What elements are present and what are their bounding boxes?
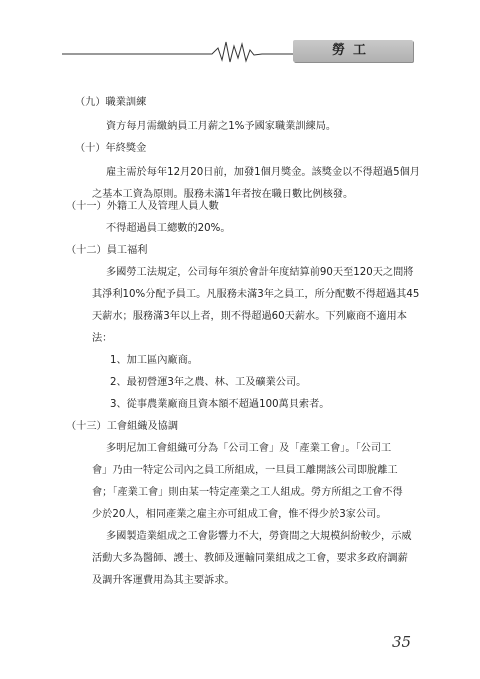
paragraph-line: 其淨利10%分配予員工。凡服務未滿3年之員工，所分配數不得超過其45 <box>92 289 420 300</box>
list-item: 2、最初營運3年之農、林、工及礦業公司。 <box>110 377 307 388</box>
section-heading: （十三）工會組織及協調 <box>66 421 179 432</box>
chapter-tab <box>293 40 413 62</box>
paragraph-line: 法： <box>92 333 113 344</box>
paragraph-line: 多國製造業組成之工會影響力不大，勞資間之大規模糾紛較少，示威 <box>106 531 412 542</box>
section-heading: （十二）員工福利 <box>66 245 148 256</box>
paragraph-line: 資方每月需繳納員工月薪之1%予國家職業訓練局。 <box>106 121 337 132</box>
chapter-title: 勞工 <box>331 43 374 58</box>
paragraph-line: 少於20人，相同產業之雇主亦可組成工會，惟不得少於3家公司。 <box>92 509 387 520</box>
list-item: 3、從事農業廠商且資本額不超過100萬貝索者。 <box>110 399 330 410</box>
paragraph-line: 天薪水；服務滿3年以上者，則不得超過60天薪水。下列廠商不適用本 <box>92 311 407 322</box>
paragraph-line: 活動大多為醫師、護士、教師及運輸同業組成之工會，要求多政府調薪 <box>92 553 408 564</box>
page-number: 35 <box>392 633 412 651</box>
paragraph-line: 之基本工資為原則。服務未滿1年者按在職日數比例核發。 <box>92 189 354 200</box>
paragraph-line: 不得超過員工總數的20%。 <box>106 223 231 234</box>
section-heading: （九）職業訓練 <box>75 97 147 108</box>
list-item: 1、加工區內廠商。 <box>110 355 198 366</box>
paragraph-line: 會」乃由一特定公司內之員工所組成，一旦員工離開該公司即脫離工 <box>92 465 398 476</box>
paragraph-line: 多國勞工法規定，公司每年須於會計年度結算前90天至120天之間將 <box>106 267 414 278</box>
section-heading: （十一）外籍工人及管理人員人數 <box>66 201 219 212</box>
paragraph-line: 會；「產業工會」則由某一特定產業之工人組成。勞方所組之工會不得 <box>92 487 403 498</box>
page-header <box>0 28 480 68</box>
paragraph-line: 多明尼加工會組織可分為「公司工會」及「產業工會」。「公司工 <box>106 443 392 454</box>
paragraph-line: 及調升客運費用為其主要訴求。 <box>92 575 235 586</box>
section-heading: （十）年終獎金 <box>75 143 147 154</box>
paragraph-line: 雇主需於每年12月20日前，加發1個月獎金。該獎金以不得超過5個月 <box>106 167 420 178</box>
